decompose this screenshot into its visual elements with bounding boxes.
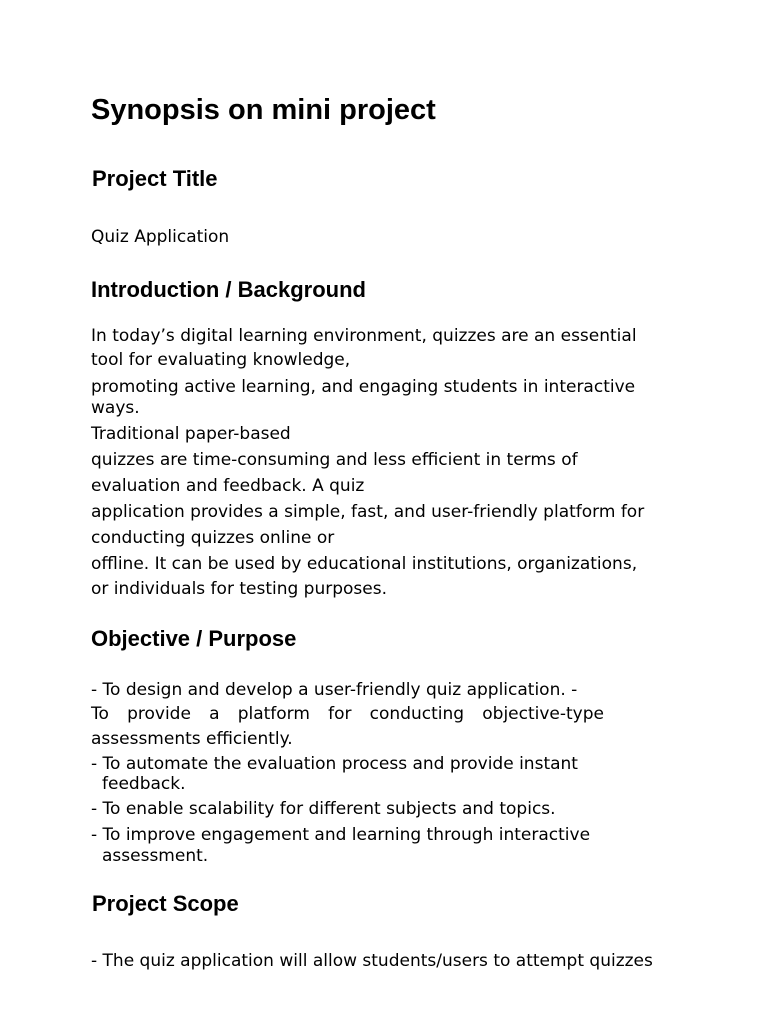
introduction-line: conducting quizzes online or: [91, 528, 335, 548]
introduction-line: In today’s digital learning environment, quizzes are an essential: [91, 326, 637, 346]
section-heading-project-scope: Project Scope: [92, 891, 239, 916]
section-heading-introduction: Introduction / Background: [91, 277, 366, 302]
project-title-text: Quiz Application: [91, 227, 230, 247]
section-heading-objective: Objective / Purpose: [91, 626, 297, 651]
introduction-line: evaluation and feedback. A quiz: [91, 476, 365, 496]
introduction-line: ways.: [91, 398, 140, 418]
objective-line: feedback.: [102, 774, 186, 794]
introduction-line: Traditional paper-based: [91, 424, 291, 444]
objective-line: assessments efficiently.: [91, 729, 293, 749]
objective-line: To provide a platform for conducting objective-type: [91, 704, 604, 724]
objective-line: - To enable scalability for different subjects and topics.: [91, 799, 556, 819]
objective-line: assessment.: [102, 846, 209, 866]
objective-line: - To automate the evaluation process and provide instant: [91, 754, 578, 774]
document-title: Synopsis on mini project: [91, 94, 436, 126]
introduction-line: quizzes are time-consuming and less efficient in terms of: [91, 450, 578, 470]
introduction-line: or individuals for testing purposes.: [91, 579, 387, 599]
objective-line: - To improve engagement and learning through interactive: [91, 825, 591, 845]
section-heading-project-title: Project Title: [92, 166, 218, 191]
objective-line: - To design and develop a user-friendly quiz application. -: [91, 680, 578, 700]
introduction-line: application provides a simple, fast, and user-friendly platform for: [91, 502, 645, 522]
introduction-line: offline. It can be used by educational institutions, organizations,: [91, 554, 638, 574]
scope-line: - The quiz application will allow students/users to attempt quizzes: [91, 951, 653, 971]
introduction-line: tool for evaluating knowledge,: [91, 350, 351, 370]
introduction-line: promoting active learning, and engaging students in interactive: [91, 377, 636, 397]
